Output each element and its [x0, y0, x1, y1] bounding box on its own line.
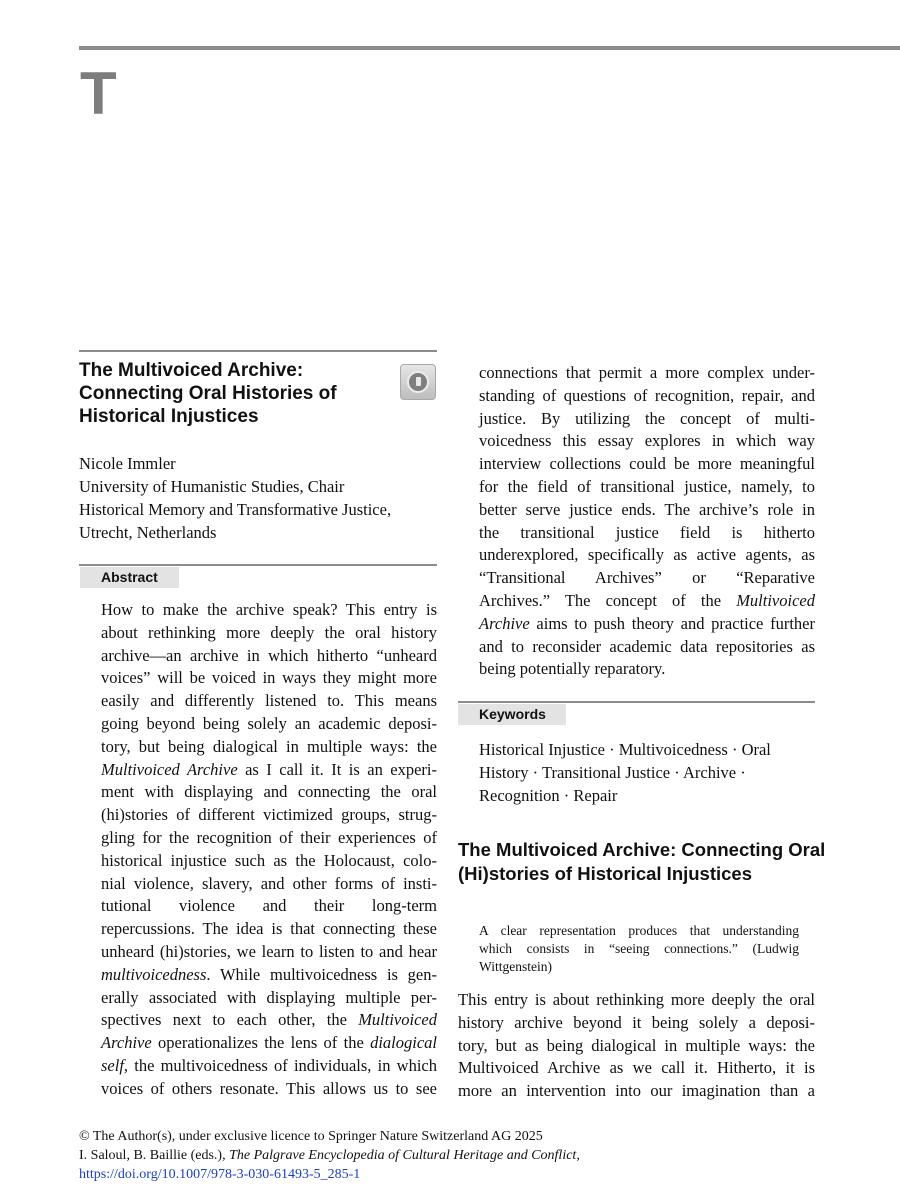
text-segment: historical injustice such as the Holocaust, colo-: [101, 850, 437, 870]
text-line: [101, 667, 437, 690]
text-segment: tutional violence and their long-term: [101, 896, 437, 916]
text-line: [479, 362, 815, 385]
text-line: [101, 964, 437, 987]
text-segment: about rethinking more deeply the oral history: [101, 622, 437, 642]
text-line: [101, 895, 437, 918]
text-line: [479, 613, 815, 636]
author-name: Nicole Immler: [79, 454, 176, 473]
italic-term: self,: [101, 1055, 129, 1075]
text-segment: archive—an archive in which hitherto “unheard: [101, 645, 437, 665]
text-line: [101, 804, 437, 827]
title-rule: [79, 350, 437, 352]
text-line: [479, 453, 815, 476]
keywords-rule: [458, 701, 815, 703]
text-line: [101, 1032, 437, 1055]
text-line: [479, 408, 815, 431]
text-line: [479, 476, 815, 499]
italic-term: Multivoiced Archive: [101, 759, 238, 779]
section-heading: The Multivoiced Archive: Connecting Oral (Hi)stories of Historical Injustices: [458, 839, 826, 884]
text-line: [101, 736, 437, 759]
author-block: [79, 452, 439, 544]
italic-term: Archive: [479, 613, 530, 633]
text-segment: as I call it. It is an experi-: [237, 759, 437, 779]
text-line: [479, 499, 815, 522]
text-line: [101, 827, 437, 850]
text-line: [101, 690, 437, 713]
text-segment: How to make the archive speak? This entry is: [101, 600, 437, 619]
text-line: [101, 1078, 437, 1101]
doi-link[interactable]: https://doi.org/10.1007/978-3-030-61493-5_285-1: [79, 1167, 361, 1182]
body-line: Multivoiced Archive as we call it. Hitherto, it is: [458, 1058, 815, 1078]
text-line: [101, 850, 437, 873]
text-line: [479, 522, 815, 545]
abstract-text: [101, 599, 437, 1101]
body-line: more an intervention into our imagination than a: [458, 1081, 815, 1101]
italic-term: Archive: [101, 1033, 152, 1053]
keywords-label: Keywords: [458, 704, 566, 725]
text-line: [101, 645, 437, 668]
text-segment: the transitional justice field is hitherto: [479, 522, 815, 542]
text-line: [101, 781, 437, 804]
text-segment: standing of questions of recognition, repair, and: [479, 385, 815, 405]
text-segment: spectives next to each other, the: [101, 1010, 359, 1030]
check-for-updates-icon[interactable]: [400, 364, 436, 400]
text-line: [101, 918, 437, 941]
affiliation-line: University of Humanistic Studies, Chair: [79, 477, 345, 496]
italic-term: Multivoiced: [736, 590, 815, 610]
text-segment: repercussions. The idea is that connecting these: [101, 919, 437, 939]
footer: [79, 1127, 839, 1184]
text-segment: unheard (hi)stories, we learn to listen to and hear: [101, 941, 437, 961]
text-line: [479, 636, 815, 659]
abstract-rule: [79, 564, 437, 566]
text-segment: voices of others resonate. This allows us to see: [101, 1078, 437, 1098]
text-segment: the multivoicedness of individuals, in which: [128, 1055, 437, 1075]
text-line: [479, 590, 815, 613]
citation-prefix: I. Saloul, B. Baillie (eds.),: [79, 1148, 230, 1163]
text-segment: aims to push theory and practice further: [529, 613, 815, 633]
text-segment: nial violence, slavery, and other forms of insti-: [101, 873, 437, 893]
text-line: [101, 1009, 437, 1032]
affiliation-line: Historical Memory and Transformative Justice,: [79, 500, 392, 519]
italic-term: Multivoiced: [358, 1010, 437, 1030]
epigraph-line: Wittgenstein): [479, 959, 552, 974]
text-segment: being potentially reparatory.: [479, 659, 666, 679]
text-segment: Archives.” The concept of the: [479, 590, 737, 610]
text-segment: . While multivoicedness is gen-: [206, 964, 437, 984]
text-line: [479, 544, 815, 567]
text-line: [101, 1055, 437, 1078]
epigraph: [479, 922, 799, 976]
abstract-text-continued: [479, 362, 815, 681]
text-line: [101, 713, 437, 736]
text-segment: underexplored, specifically as active agents, as: [479, 545, 815, 565]
text-segment: and to reconsider academic data repositories as: [479, 636, 815, 656]
text-line: [479, 567, 815, 590]
text-line: [101, 987, 437, 1010]
header-rule: [79, 46, 900, 50]
text-segment: tory, but being dialogical in multiple ways: the: [101, 736, 437, 756]
citation-title: The Palgrave Encyclopedia of Cultural Heritage and Conflict: [229, 1148, 577, 1163]
text-line: [101, 599, 437, 622]
section-letter: T: [80, 60, 117, 127]
text-segment: justice. By utilizing the concept of multi-: [479, 408, 815, 428]
copyright-line: © The Author(s), under exclusive licence to Springer Nature Switzerland AG 2025: [79, 1129, 543, 1144]
text-line: [101, 759, 437, 782]
abstract-label: Abstract: [80, 567, 179, 588]
text-line: [479, 430, 815, 453]
text-segment: going beyond being solely an academic deposi-: [101, 713, 437, 733]
italic-term: dialogical: [370, 1033, 437, 1053]
text-segment: voices” will be voiced in ways they might more: [101, 668, 437, 688]
citation-line: [79, 1146, 839, 1165]
text-segment: voicedness this essay explores in which way: [479, 431, 815, 451]
body-text: [458, 989, 815, 1103]
text-segment: easily and differently listened to. This means: [101, 691, 437, 711]
epigraph-line: which consists in “seeing connections.” (Ludwig: [479, 941, 799, 956]
text-segment: ment with displaying and connecting the oral: [101, 782, 437, 802]
text-line: [479, 385, 815, 408]
text-line: [101, 622, 437, 645]
text-segment: for the field of transitional justice, namely, to: [479, 476, 815, 496]
text-segment: gling for the recognition of their experiences of: [101, 827, 437, 847]
italic-term: multivoicedness: [101, 964, 207, 984]
body-line: tory, but as being dialogical in multiple ways: the: [458, 1035, 815, 1055]
text-line: [101, 873, 437, 896]
body-line: history archive beyond it being solely a deposi-: [458, 1012, 815, 1032]
text-segment: erally associated with displaying multiple per-: [101, 987, 437, 1007]
text-segment: better serve justice ends. The archive’s role in: [479, 499, 815, 519]
text-line: [101, 941, 437, 964]
text-line: [479, 658, 815, 681]
text-segment: (hi)stories of different victimized groups, strug-: [101, 805, 437, 825]
affiliation-line: Utrecht, Netherlands: [79, 523, 217, 542]
citation-suffix: ,: [576, 1148, 580, 1163]
entry-title: The Multivoiced Archive: Connecting Oral Histories of Historical Injustices: [79, 360, 337, 427]
text-segment: operationalizes the lens of the: [151, 1033, 371, 1053]
text-segment: interview collections could be more meaningful: [479, 454, 815, 474]
text-segment: connections that permit a more complex under-: [479, 363, 815, 382]
keywords-text: Historical Injustice · Multivoicedness · Oral History · Transitional Justice · Archive · Recognition · Repair: [479, 740, 771, 805]
epigraph-line: A clear representation produces that understanding: [479, 923, 799, 938]
body-line: This entry is about rethinking more deeply the oral: [458, 990, 815, 1009]
text-segment: “Transitional Archives” or “Reparative: [479, 568, 815, 588]
